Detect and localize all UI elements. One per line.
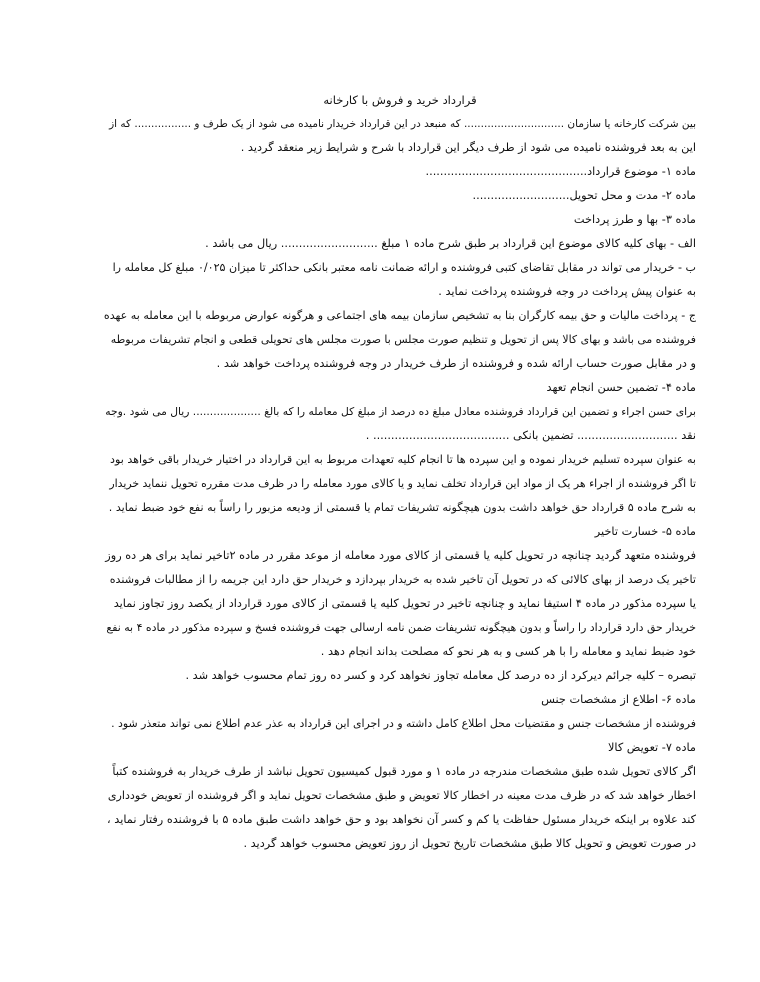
article-3-heading: ماده ۳- بها و طرز پرداخت (573, 213, 696, 226)
article-5-heading: ماده ۵- خسارت تاخیر (594, 525, 696, 538)
article-6-line-1: فروشنده از مشخصات جنس و مقتضیات محل اطلاع کامل داشته و در اجرای این قرارداد به عذر عدم اطلاع نمی تواند متعذر شود . (111, 717, 696, 730)
article-4-line-2: نقد ............................ تضمین بانکی ...................................... . (365, 429, 696, 442)
article-3-clause-a: الف - بهای کلیه کالای موضوع این قرارداد بر طبق شرح ماده ۱ مبلغ ........................... ریال می باشد . (205, 237, 696, 250)
article-3-clause-b-line-1: ب - خریدار می تواند در مقابل تقاضای کتبی فروشنده و ارائه ضمانت نامه معتبر بانکی حداکثر تا میزان ۰/۰۲۵ مبلغ کل معامله را (112, 261, 696, 274)
article-7-line-4: در صورت تعویض و تحویل کالا طبق مشخصات تاریخ تحویل از روز تعویض محسوب خواهد گردید . (243, 837, 696, 850)
article-4-line-1: برای حسن اجراء و تضمین این قرارداد فروشنده معادل مبلغ ده درصد از مبلغ کل معامله را که بالغ .................... ریال می شود .وجه (105, 405, 696, 418)
intro-line-1: بین شرکت کارخانه یا سازمان .............................. که منبعد در این قرارداد خریدار نامیده می شود از یک طرف و ................. که از (109, 118, 696, 130)
article-4-line-4: تا اگر فروشنده از اجراء هر یک از مواد این قرارداد تخلف نماید و یا کالای مورد معامله را در ظرف مدت مقرره تحویل ننماید خریدار (109, 477, 696, 490)
contract-document (104, 88, 696, 856)
article-7-line-2: اخطار خواهد شد که در ظرف مدت معینه در اخطار کالا تعویض و طبق مشخصات تحویل نماید و اگر فروشنده از تعویض خودداری (107, 789, 696, 802)
article-1-heading: ماده ۱- موضوع قرارداد............................................. (425, 165, 696, 178)
article-5-note: تبصره – کلیه جرائم دیرکرد از ده درصد کل معامله تجاوز نخواهد کرد و کسر ده روز تمام محسوب خواهد شد . (185, 669, 696, 682)
article-4-line-5: به شرح ماده ۵ قرارداد حق خواهد داشت بدون هیچگونه تشریفات تمام یا قسمتی از ودیعه مزبور را راساً به نفع خود ضبط نماید . (108, 501, 696, 514)
article-2-heading: ماده ۲- مدت و محل تحویل........................... (472, 189, 696, 202)
article-5-line-1: فروشنده متعهد گردید چنانچه در تحویل کلیه یا قسمتی از کالای مورد معامله از موعد مقرر در ماده ۲تاخیر نماید برای هر ده روز (105, 549, 696, 562)
article-3-clause-c-line-2: فروشنده می باشد و بهای کالا پس از تحویل و تنظیم صورت مجلس با صورت مجلس های تحویلی قطعی و انجام تشریفات مربوطه (110, 333, 696, 346)
document-title: قرارداد خرید و فروش با کارخانه (323, 93, 477, 107)
article-3-clause-c-line-1: ج - پرداخت مالیات و حق بیمه کارگران بنا به تشخیص سازمان بیمه های اجتماعی و هرگونه عوارض مربوطه با این معامله به عهده (104, 309, 696, 322)
article-3-clause-c-line-3: و در مقابل صورت حساب ارائه شده و فروشنده از طرف خریدار در وجه فروشنده پرداخت خواهد شد . (216, 357, 696, 370)
article-4-line-3: به عنوان سپرده تسلیم خریدار نموده و این سپرده ها تا انجام کلیه تعهدات مربوط به این قرارداد در اختیار خریدار باقی خواهد بود (110, 453, 696, 466)
article-7-line-1: اگر کالای تحویل شده طبق مشخصات مندرجه در ماده ۱ و مورد قبول کمیسیون تحویل نباشد از طرف خریدار به فروشنده کتباً (112, 765, 696, 778)
article-5-line-2: تاخیر یک درصد از بهای کالائی که در تحویل آن تاخیر شده به خریدار بپردازد و خریدار حق دارد این جریمه را از مطالبات فروشنده (109, 573, 696, 586)
article-6-heading: ماده ۶- اطلاع از مشخصات جنس (541, 693, 696, 706)
intro-line-2: این به بعد فروشنده نامیده می شود از طرف دیگر این قرارداد با شرح و شرایط زیر منعقد گردید . (240, 141, 696, 154)
article-4-heading: ماده ۴- تضمین حسن انجام تعهد (546, 381, 696, 394)
article-5-line-3: یا سپرده مذکور در ماده ۴ استیفا نماید و چنانچه تاخیر در تحویل کلیه یا قسمتی از کالای مورد قرارداد از یکصد روز تجاوز نماید (113, 597, 696, 610)
article-7-line-3: کند علاوه بر اینکه خریدار مسئول حفاظت یا کم و کسر آن نخواهد بود و حق خواهد داشت طبق ماده ۵ با فروشنده رفتار نماید ، (107, 813, 696, 826)
article-5-line-4: خریدار حق دارد قرارداد را راساً و بدون هیچگونه تشریفات ضمن نامه ارسالی جهت فروشنده فسخ و سپرده مذکور در ماده ۴ به نفع (106, 621, 696, 634)
article-7-heading: ماده ۷- تعویض کالا (607, 741, 696, 754)
article-5-line-5: خود ضبط نماید و معامله را با هر کسی و به هر نحو که مصلحت بداند انجام دهد . (320, 645, 696, 658)
article-3-clause-b-line-2: به عنوان پیش پرداخت در وجه فروشنده پرداخت نماید . (438, 285, 696, 298)
